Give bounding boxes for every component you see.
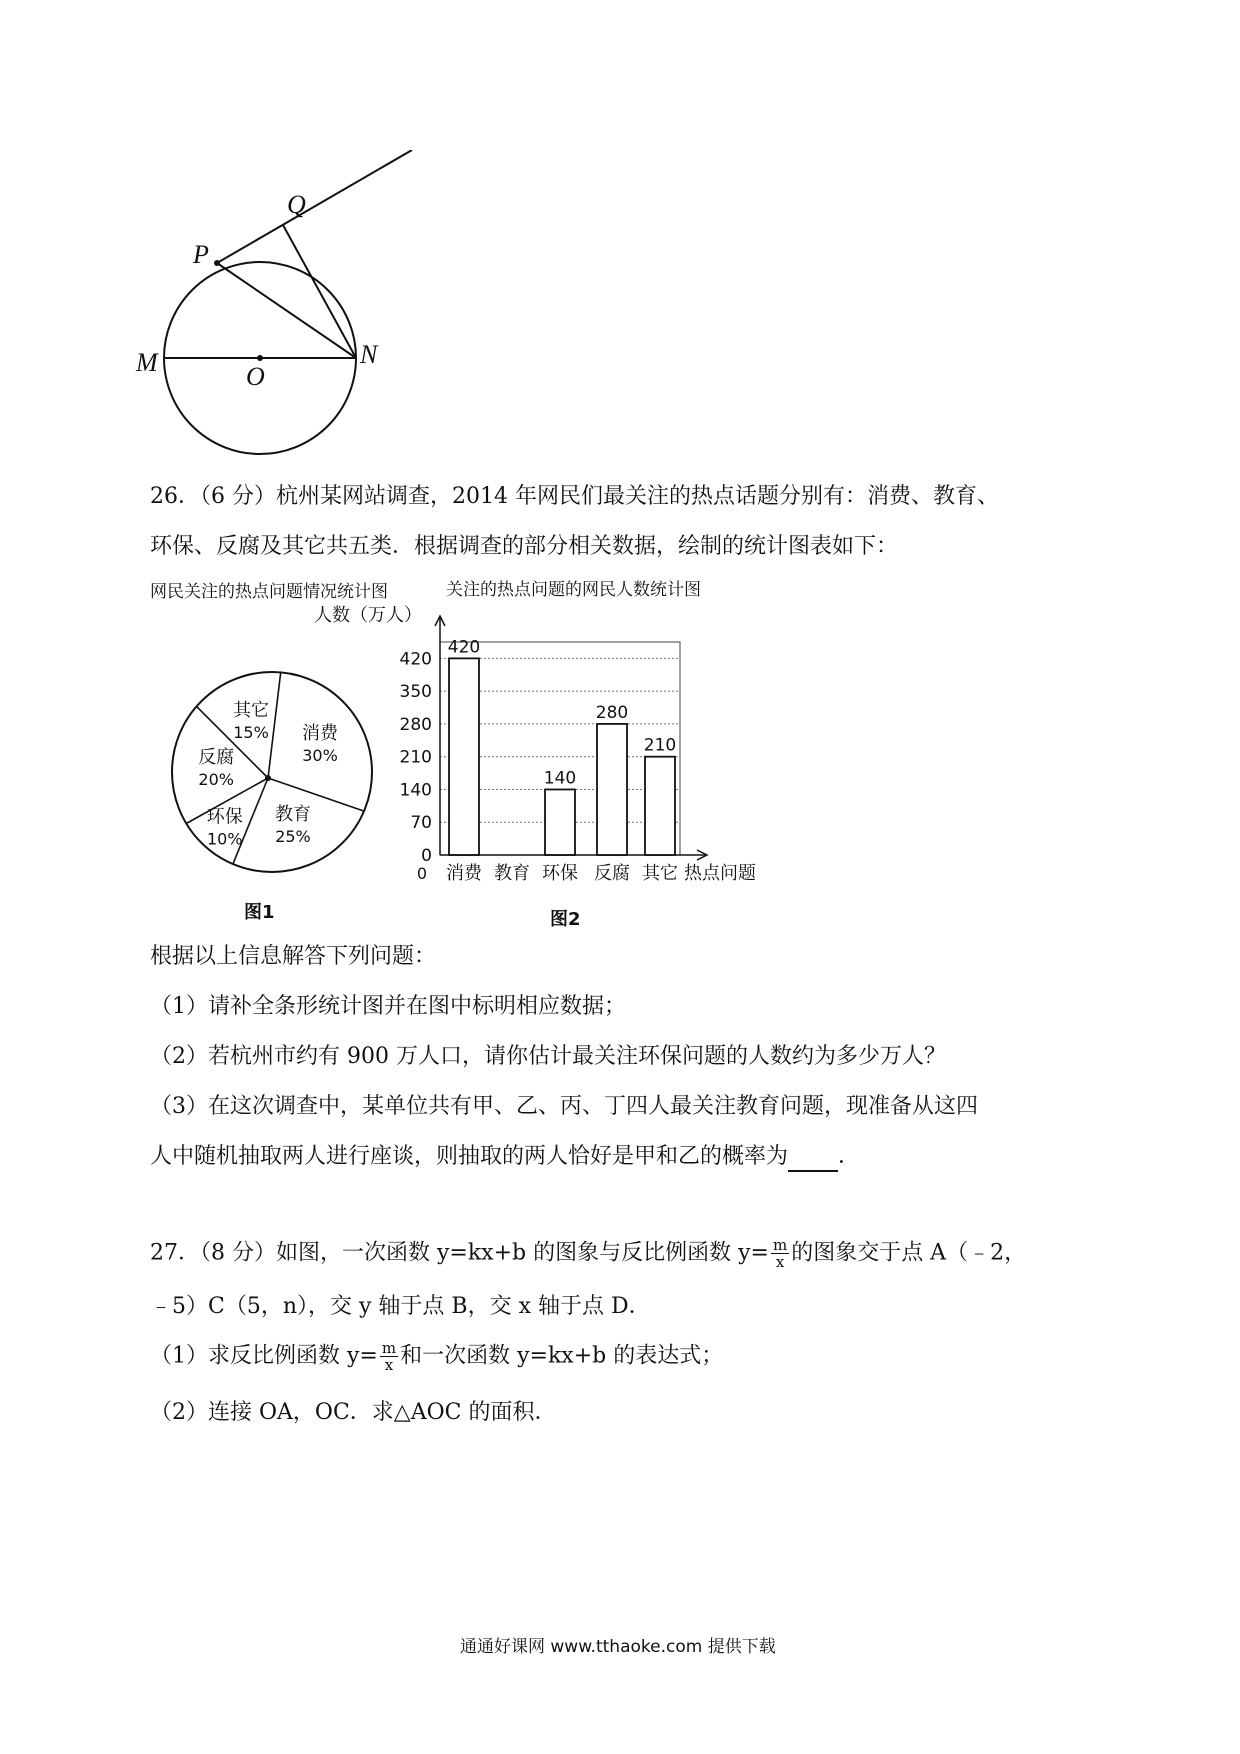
- fig1-title: 网民关注的热点问题情况统计图: [150, 582, 388, 602]
- bar-chart: [390, 610, 810, 890]
- pie-center: [265, 775, 271, 781]
- fig2-ylabel: 人数（万人）: [314, 605, 422, 626]
- frac-den: x: [775, 1253, 785, 1271]
- bar: [597, 724, 627, 855]
- fig1-caption: 图1: [244, 902, 275, 923]
- q26-line2: 环保、反腐及其它共五类．根据调查的部分相关数据，绘制的统计图表如下：: [150, 534, 899, 559]
- q26-line1: 26．（6 分）杭州某网站调查，2014 年网民们最关注的热点话题分别有：消费、教育、: [150, 484, 999, 509]
- pie-slice-percent: 15%: [233, 723, 269, 743]
- y-tick-label: 70: [410, 813, 432, 834]
- pie-slice-percent: 30%: [302, 746, 338, 766]
- bar-value-label: 280: [595, 702, 629, 723]
- x-category-label: 教育: [494, 863, 530, 884]
- q27-sub2: （2）连接 OA，OC．求△AOC 的面积．: [150, 1400, 557, 1425]
- origin-label: 0: [416, 864, 428, 883]
- pie-slice-label: 环保: [206, 806, 243, 828]
- bar: [449, 658, 479, 855]
- q26-sub3-text: 人中随机抽取两人进行座谈，则抽取的两人恰好是甲和乙的概率为: [150, 1144, 789, 1169]
- fraction-m-over-x-2: [380, 1340, 398, 1373]
- y-tick-label: 350: [399, 682, 432, 703]
- frac-num-2: m: [381, 1339, 397, 1357]
- pie-slice-label: 反腐: [198, 747, 235, 769]
- y-tick-label: 0: [421, 846, 432, 866]
- q27-line1: [150, 1237, 1026, 1270]
- label-N: N: [360, 340, 378, 369]
- fraction-m-over-x: [771, 1237, 789, 1270]
- q27-line1-a: 27．（8 分）如图，一次函数 y=kx+b 的图象与反比例函数 y=: [150, 1240, 769, 1266]
- q27-line1-b: 的图象交于点 A（﹣2，: [791, 1240, 1027, 1266]
- bar-value-label: 140: [543, 768, 577, 789]
- bar-value-label: 420: [447, 637, 481, 658]
- label-M: M: [136, 348, 158, 377]
- fig2-caption: 图2: [550, 909, 581, 930]
- y-tick-label: 280: [399, 714, 432, 735]
- q27-sub1-b: 和一次函数 y=kx+b 的表达式；: [400, 1343, 724, 1369]
- q26-sub2: （2）若杭州市约有 900 万人口，请你估计最关注环保问题的人数约为多少万人？: [150, 1044, 946, 1069]
- y-tick-label: 210: [399, 747, 432, 768]
- pie-slice-label: 其它: [233, 700, 270, 722]
- bar: [545, 789, 575, 855]
- frac-den-2: x: [384, 1356, 394, 1374]
- q27-sub1: [150, 1340, 723, 1373]
- q26-sub3-b: [150, 1142, 860, 1172]
- fig2-title: 关注的热点问题的网民人数统计图: [446, 580, 701, 600]
- label-P: P: [193, 240, 209, 269]
- footer-text: 通通好课网 www.tthaoke.com 提供下载: [460, 1637, 776, 1657]
- x-category-label: 环保: [542, 863, 578, 884]
- x-category-label: 其它: [642, 863, 678, 884]
- x-axis-title: 热点问题: [684, 863, 756, 884]
- pie-slice-percent: 25%: [275, 826, 311, 846]
- pie-divider: [268, 672, 281, 778]
- bar-value-label: 210: [643, 735, 677, 756]
- answer-blank: [788, 1148, 838, 1172]
- bar: [645, 757, 675, 855]
- pie-slice-label: 消费: [302, 723, 339, 745]
- pie-chart: [160, 660, 390, 890]
- x-category-label: 反腐: [594, 863, 630, 884]
- label-O: O: [246, 362, 265, 391]
- q27-sub1-a: （1）求反比例函数 y=: [150, 1343, 378, 1369]
- frac-num: m: [772, 1236, 788, 1254]
- x-category-label: 消费: [446, 863, 482, 884]
- y-tick-label: 420: [399, 649, 432, 670]
- y-tick-label: 140: [399, 780, 432, 801]
- pie-slice-percent: 10%: [206, 829, 243, 849]
- pie-slice-percent: 20%: [198, 770, 234, 790]
- q26-sub1: （1）请补全条形统计图并在图中标明相应数据；: [150, 994, 626, 1019]
- q26-after: 根据以上信息解答下列问题：: [150, 944, 437, 969]
- label-Q: Q: [287, 190, 306, 219]
- q27-line2: ﹣5）C（5，n），交 y 轴于点 B，交 x 轴于点 D．: [150, 1294, 651, 1319]
- pie-slice-label: 教育: [274, 803, 311, 825]
- q26-sub3-end: ．: [838, 1144, 861, 1169]
- q26-sub3-a: （3）在这次调查中，某单位共有甲、乙、丙、丁四人最关注教育问题，现准备从这四: [150, 1094, 978, 1119]
